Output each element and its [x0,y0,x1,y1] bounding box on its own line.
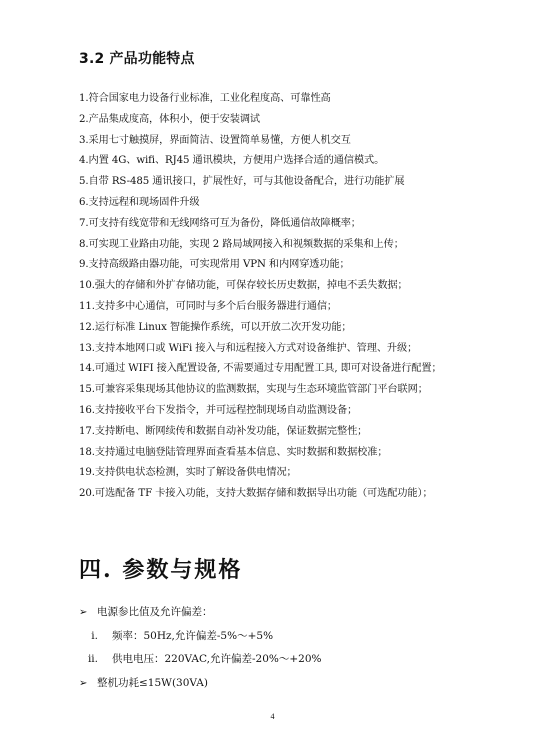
feature-item: 16.支持接收平台下发指令，并可远程控制现场自动监测设备； [79,404,358,416]
feature-item: 1.符合国家电力设备行业标准，工业化程度高、可靠性高 [79,93,331,104]
spec-power-consumption [79,675,208,690]
spec-frequency [72,628,273,643]
feature-item: 18.支持通过电脑登陆管理界面查看基本信息、实时数据和数据校准； [79,446,388,458]
feature-item: 9.支持高级路由器功能，可实现常用 VPN 和内网穿透功能； [79,259,350,271]
spec-voltage [72,651,322,666]
feature-item: 13.支持本地网口或 WiFi 接入与和远程接入方式对设备维护、管理、升级； [79,342,418,354]
spec-power-reference [79,604,213,619]
feature-item: 3.采用七寸触摸屏，界面简洁、设置简单易懂，方便人机交互 [79,134,351,146]
roman-numeral: i. [91,630,98,642]
chapter-title: 四. 参数与规格 [79,557,243,583]
feature-item: 20.可选配备 TF 卡接入功能，支持大数据存储和数据导出功能（可选配功能）； [79,488,433,500]
arrow-bullet-icon: ➢ [79,678,88,689]
feature-item: 8.可实现工业路由功能，实现 2 路局域网接入和视频数据的采集和上传； [79,238,404,250]
feature-item: 15.可兼容采集现场其他协议的监测数据，实现与生态环境监管部门平台联网； [79,384,428,396]
feature-item: 12.运行标准 Linux 智能操作系统，可以开放二次开发功能； [79,321,352,333]
feature-item: 19.支持供电状态检测，实时了解设备供电情况； [79,467,297,479]
feature-list [79,89,479,505]
roman-numeral: ii. [87,653,98,665]
feature-item: 11.支持多中心通信，可同时与多个后台服务器进行通信； [79,300,337,312]
feature-item: 14.可通过 WIFI 接入配置设备, 不需要通过专用配置工具, 即可对设备进行配置； [79,363,442,375]
feature-item: 5.自带 RS-485 通讯接口，扩展性好，可与其他设备配合，进行功能扩展 [79,176,405,188]
feature-item: 4.内置 4G、wifi、RJ45 通讯模块，方便用户选择合适的通信模式。 [79,155,385,167]
spec-text: 供电电压：220VAC,允许偏差-20%～+20% [112,653,322,665]
spec-text: 频率：50Hz,允许偏差-5%～+5% [112,630,274,642]
feature-item: 10.强大的存储和外扩存储功能，可保存较长历史数据，掉电不丢失数据； [79,280,408,292]
spec-text: 电源参比值及允许偏差： [97,606,213,618]
feature-item: 17.支持断电、断网续传和数据自动补发功能，保证数据完整性； [79,425,368,437]
feature-item: 7.可支持有线宽带和无线网络可互为备份，降低通信故障概率； [79,217,361,229]
feature-item: 2.产品集成度高，体积小，便于安装调试 [79,113,261,125]
page-number: 4 [270,712,275,721]
section-heading: 3.2 产品功能特点 [79,51,195,67]
spec-text: 整机功耗≤15W(30VA) [97,677,208,689]
feature-item: 6.支持远程和现场固件升级 [79,196,200,208]
arrow-bullet-icon: ➢ [79,607,88,618]
